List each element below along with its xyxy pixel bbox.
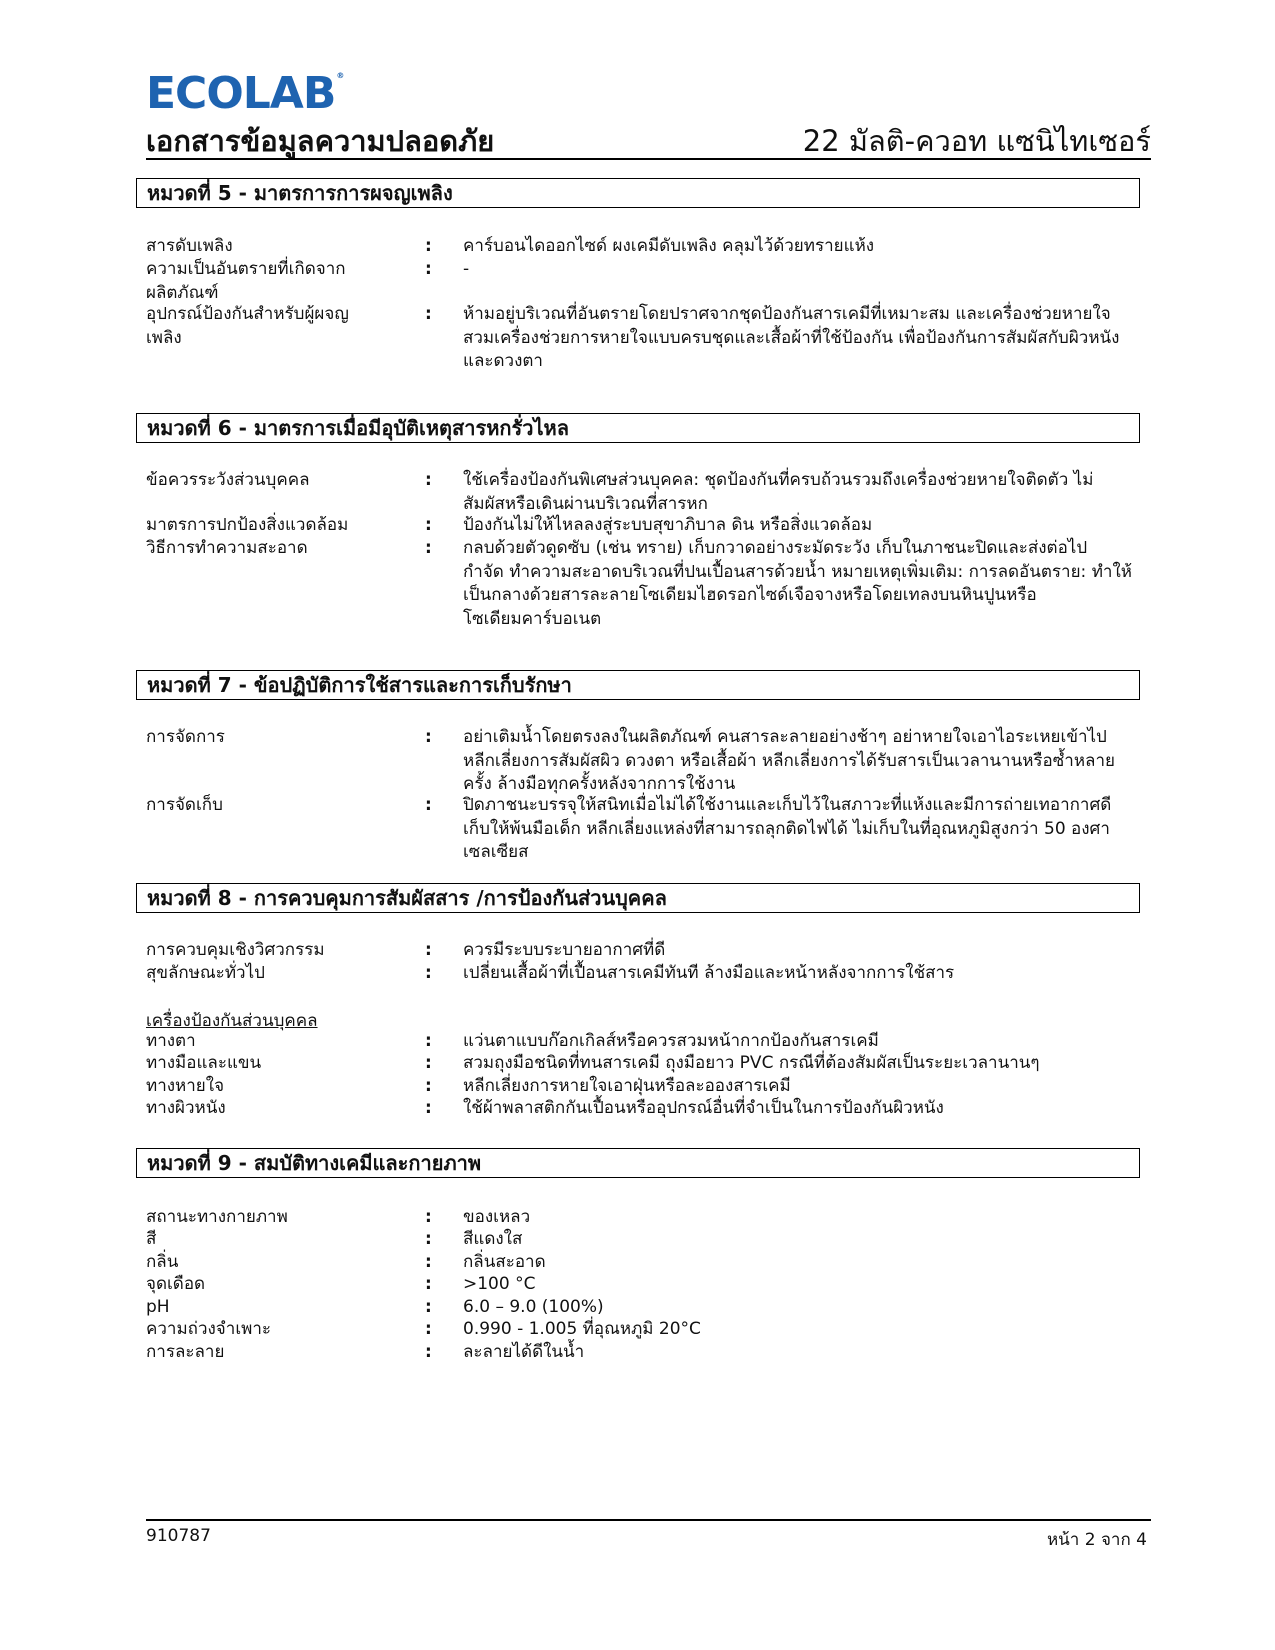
row-label: จุดเดือด bbox=[146, 1274, 206, 1294]
row-value: 0.990 - 1.005 ที่อุณหภูมิ 20°C bbox=[463, 1319, 701, 1339]
separator: : bbox=[425, 1229, 432, 1249]
row-label: สารดับเพลิง bbox=[146, 236, 233, 256]
separator: : bbox=[425, 259, 432, 279]
separator: : bbox=[425, 304, 432, 324]
row-label: การจัดเก็บ bbox=[146, 795, 223, 815]
row-label: กลิ่น bbox=[146, 1252, 179, 1272]
row-label: สี bbox=[146, 1229, 157, 1249]
section-6-heading: หมวดที่ 6 - มาตรการเมื่อมีอุบัติเหตุสารหกรั่วไหล bbox=[136, 413, 1140, 443]
separator: : bbox=[425, 470, 432, 490]
ecolab-logo: ECOLAB® bbox=[146, 68, 344, 119]
row-value: 6.0 – 9.0 (100%) bbox=[463, 1297, 604, 1317]
row-value: ใช้เครื่องป้องกันพิเศษส่วนบุคคล: ชุดป้องกันที่ครบถ้วนรวมถึงเครื่องช่วยหายใจติดตัว ไม่สัมผัสหรือเดินผ่านบริเวณที่สารหก bbox=[463, 470, 1094, 514]
row-label: ข้อควรระวังส่วนบุคคล bbox=[146, 470, 310, 490]
separator: : bbox=[425, 236, 432, 256]
separator: : bbox=[425, 727, 432, 747]
row-label: การจัดการ bbox=[146, 727, 225, 747]
row-value: ปิดภาชนะบรรจุให้สนิทเมื่อไม่ได้ใช้งานและเก็บไว้ในสภาวะที่แห้งและมีการถ่ายเทอากาศดี เก็บให้พ้นมือเด็ก หลีกเลี่ยงแหล่งที่สามารถลุกติดไฟได้ ไม่เก็บในที่อุณหภูมิสูงกว่า 50 องศาเซลเซียส bbox=[463, 795, 1112, 862]
row-label: อุปกรณ์ป้องกันสำหรับผู้ผจญเพลิง bbox=[146, 304, 349, 348]
row-label: ทางมือและแขน bbox=[146, 1053, 262, 1073]
row-value: ห้ามอยู่บริเวณที่อันตรายโดยปราศจากชุดป้องกันสารเคมีที่เหมาะสม และเครื่องช่วยหายใจ สวมเครื่องช่วยการหายใจแบบครบชุดและเสื้อผ้าที่ใช้ป้องกัน เพื่อป้องกันการสัมผัสกับผิวหนังและดวงตา bbox=[463, 304, 1120, 371]
footer-divider bbox=[146, 1519, 1151, 1521]
row-value: ป้องกันไม่ให้ไหลลงสู่ระบบสุขาภิบาล ดิน หรือสิ่งแวดล้อม bbox=[463, 515, 873, 535]
row-label: ทางหายใจ bbox=[146, 1076, 225, 1096]
row-label: ทางตา bbox=[146, 1031, 196, 1051]
ppe-subheading: เครื่องป้องกันส่วนบุคคล bbox=[146, 1011, 318, 1031]
section-5-heading: หมวดที่ 5 - มาตรการการผจญเพลิง bbox=[136, 178, 1140, 208]
section-9-heading: หมวดที่ 9 - สมบัติทางเคมีและกายภาพ bbox=[136, 1148, 1140, 1178]
document-title: เอกสารข้อมูลความปลอดภัย bbox=[146, 124, 495, 158]
row-value: เปลี่ยนเสื้อผ้าที่เปื้อนสารเคมีทันที ล้างมือและหน้าหลังจากการใช้สาร bbox=[463, 963, 955, 983]
row-label: การละลาย bbox=[146, 1342, 225, 1362]
row-label: สุขลักษณะทั่วไป bbox=[146, 963, 265, 983]
section-7-heading: หมวดที่ 7 - ข้อปฏิบัติการใช้สารและการเก็บรักษา bbox=[136, 670, 1140, 700]
row-value: แว่นตาแบบก๊อกเกิลส์หรือควรสวมหน้ากากป้องกันสารเคมี bbox=[463, 1031, 879, 1051]
row-label: ทางผิวหนัง bbox=[146, 1098, 226, 1118]
row-value: ใช้ผ้าพลาสติกกันเปื้อนหรืออุปกรณ์อื่นที่จำเป็นในการป้องกันผิวหนัง bbox=[463, 1098, 944, 1118]
separator: : bbox=[425, 1319, 432, 1339]
row-label: สถานะทางกายภาพ bbox=[146, 1207, 288, 1227]
row-label: ความเป็นอันตรายที่เกิดจากผลิตภัณฑ์ bbox=[146, 259, 346, 303]
separator: : bbox=[425, 515, 432, 535]
separator: : bbox=[425, 1031, 432, 1051]
row-value: สีแดงใส bbox=[463, 1229, 523, 1249]
separator: : bbox=[425, 1076, 432, 1096]
row-value: ละลายได้ดีในน้ำ bbox=[463, 1342, 585, 1362]
product-name: 22 มัลติ-ควอท แซนิไทเซอร์ bbox=[802, 124, 1151, 158]
row-label: การควบคุมเชิงวิศวกรรม bbox=[146, 940, 325, 960]
row-value: สวมถุงมือชนิดที่ทนสารเคมี ถุงมือยาว PVC กรณีที่ต้องสัมผัสเป็นระยะเวลานานๆ bbox=[463, 1053, 1040, 1073]
row-label: วิธีการทำความสะอาด bbox=[146, 538, 308, 558]
row-value: หลีกเลี่ยงการหายใจเอาฝุ่นหรือละอองสารเคมี bbox=[463, 1076, 791, 1096]
section-8-heading: หมวดที่ 8 - การควบคุมการสัมผัสสาร /การป้องกันส่วนบุคคล bbox=[136, 883, 1140, 913]
row-value: - bbox=[463, 259, 470, 279]
row-value: คาร์บอนไดออกไซด์ ผงเคมีดับเพลิง คลุมไว้ด้วยทรายแห้ง bbox=[463, 236, 875, 256]
page-number: หน้า 2 จาก 4 bbox=[1046, 1530, 1147, 1550]
row-value: กลบด้วยตัวดูดซับ (เช่น ทราย) เก็บกวาดอย่างระมัดระวัง เก็บในภาชนะปิดและส่งต่อไป กำจัด ทำความสะอาดบริเวณที่ปนเปื้อนสารด้วยน้ำ หมายเหตุเพิ่มเติม: การลดอันตราย: ทำให้เป็นกลางด้วยสารละลายโซเดียมไฮดรอกไซด์เจือจางหรือโดยเทลงบนหินปูนหรือโซเดียมคาร์บอเนต bbox=[463, 538, 1132, 629]
row-label: ความถ่วงจำเพาะ bbox=[146, 1319, 272, 1339]
row-label: pH bbox=[146, 1297, 170, 1317]
separator: : bbox=[425, 1207, 432, 1227]
separator: : bbox=[425, 1274, 432, 1294]
row-value: >100 °C bbox=[463, 1274, 536, 1294]
separator: : bbox=[425, 1342, 432, 1362]
separator: : bbox=[425, 1252, 432, 1272]
separator: : bbox=[425, 1098, 432, 1118]
row-value: ของเหลว bbox=[463, 1207, 531, 1227]
separator: : bbox=[425, 940, 432, 960]
row-label: มาตรการปกป้องสิ่งแวดล้อม bbox=[146, 515, 349, 535]
row-value: กลิ่นสะอาด bbox=[463, 1252, 546, 1272]
separator: : bbox=[425, 1053, 432, 1073]
header-divider bbox=[146, 158, 1151, 160]
row-value: ควรมีระบบระบายอากาศที่ดี bbox=[463, 940, 666, 960]
separator: : bbox=[425, 963, 432, 983]
separator: : bbox=[425, 795, 432, 815]
row-value: อย่าเติมน้ำโดยตรงลงในผลิตภัณฑ์ คนสารละลายอย่างช้าๆ อย่าหายใจเอาไอระเหยเข้าไป หลีกเลี่ยงการสัมผัสผิว ดวงตา หรือเสื้อผ้า หลีกเลี่ยงการได้รับสารเป็นเวลานานหรือซ้ำหลายครั้ง ล้างมือทุกครั้งหลังจากการใช้งาน bbox=[463, 727, 1115, 794]
separator: : bbox=[425, 1297, 432, 1317]
separator: : bbox=[425, 538, 432, 558]
document-code: 910787 bbox=[146, 1526, 211, 1546]
